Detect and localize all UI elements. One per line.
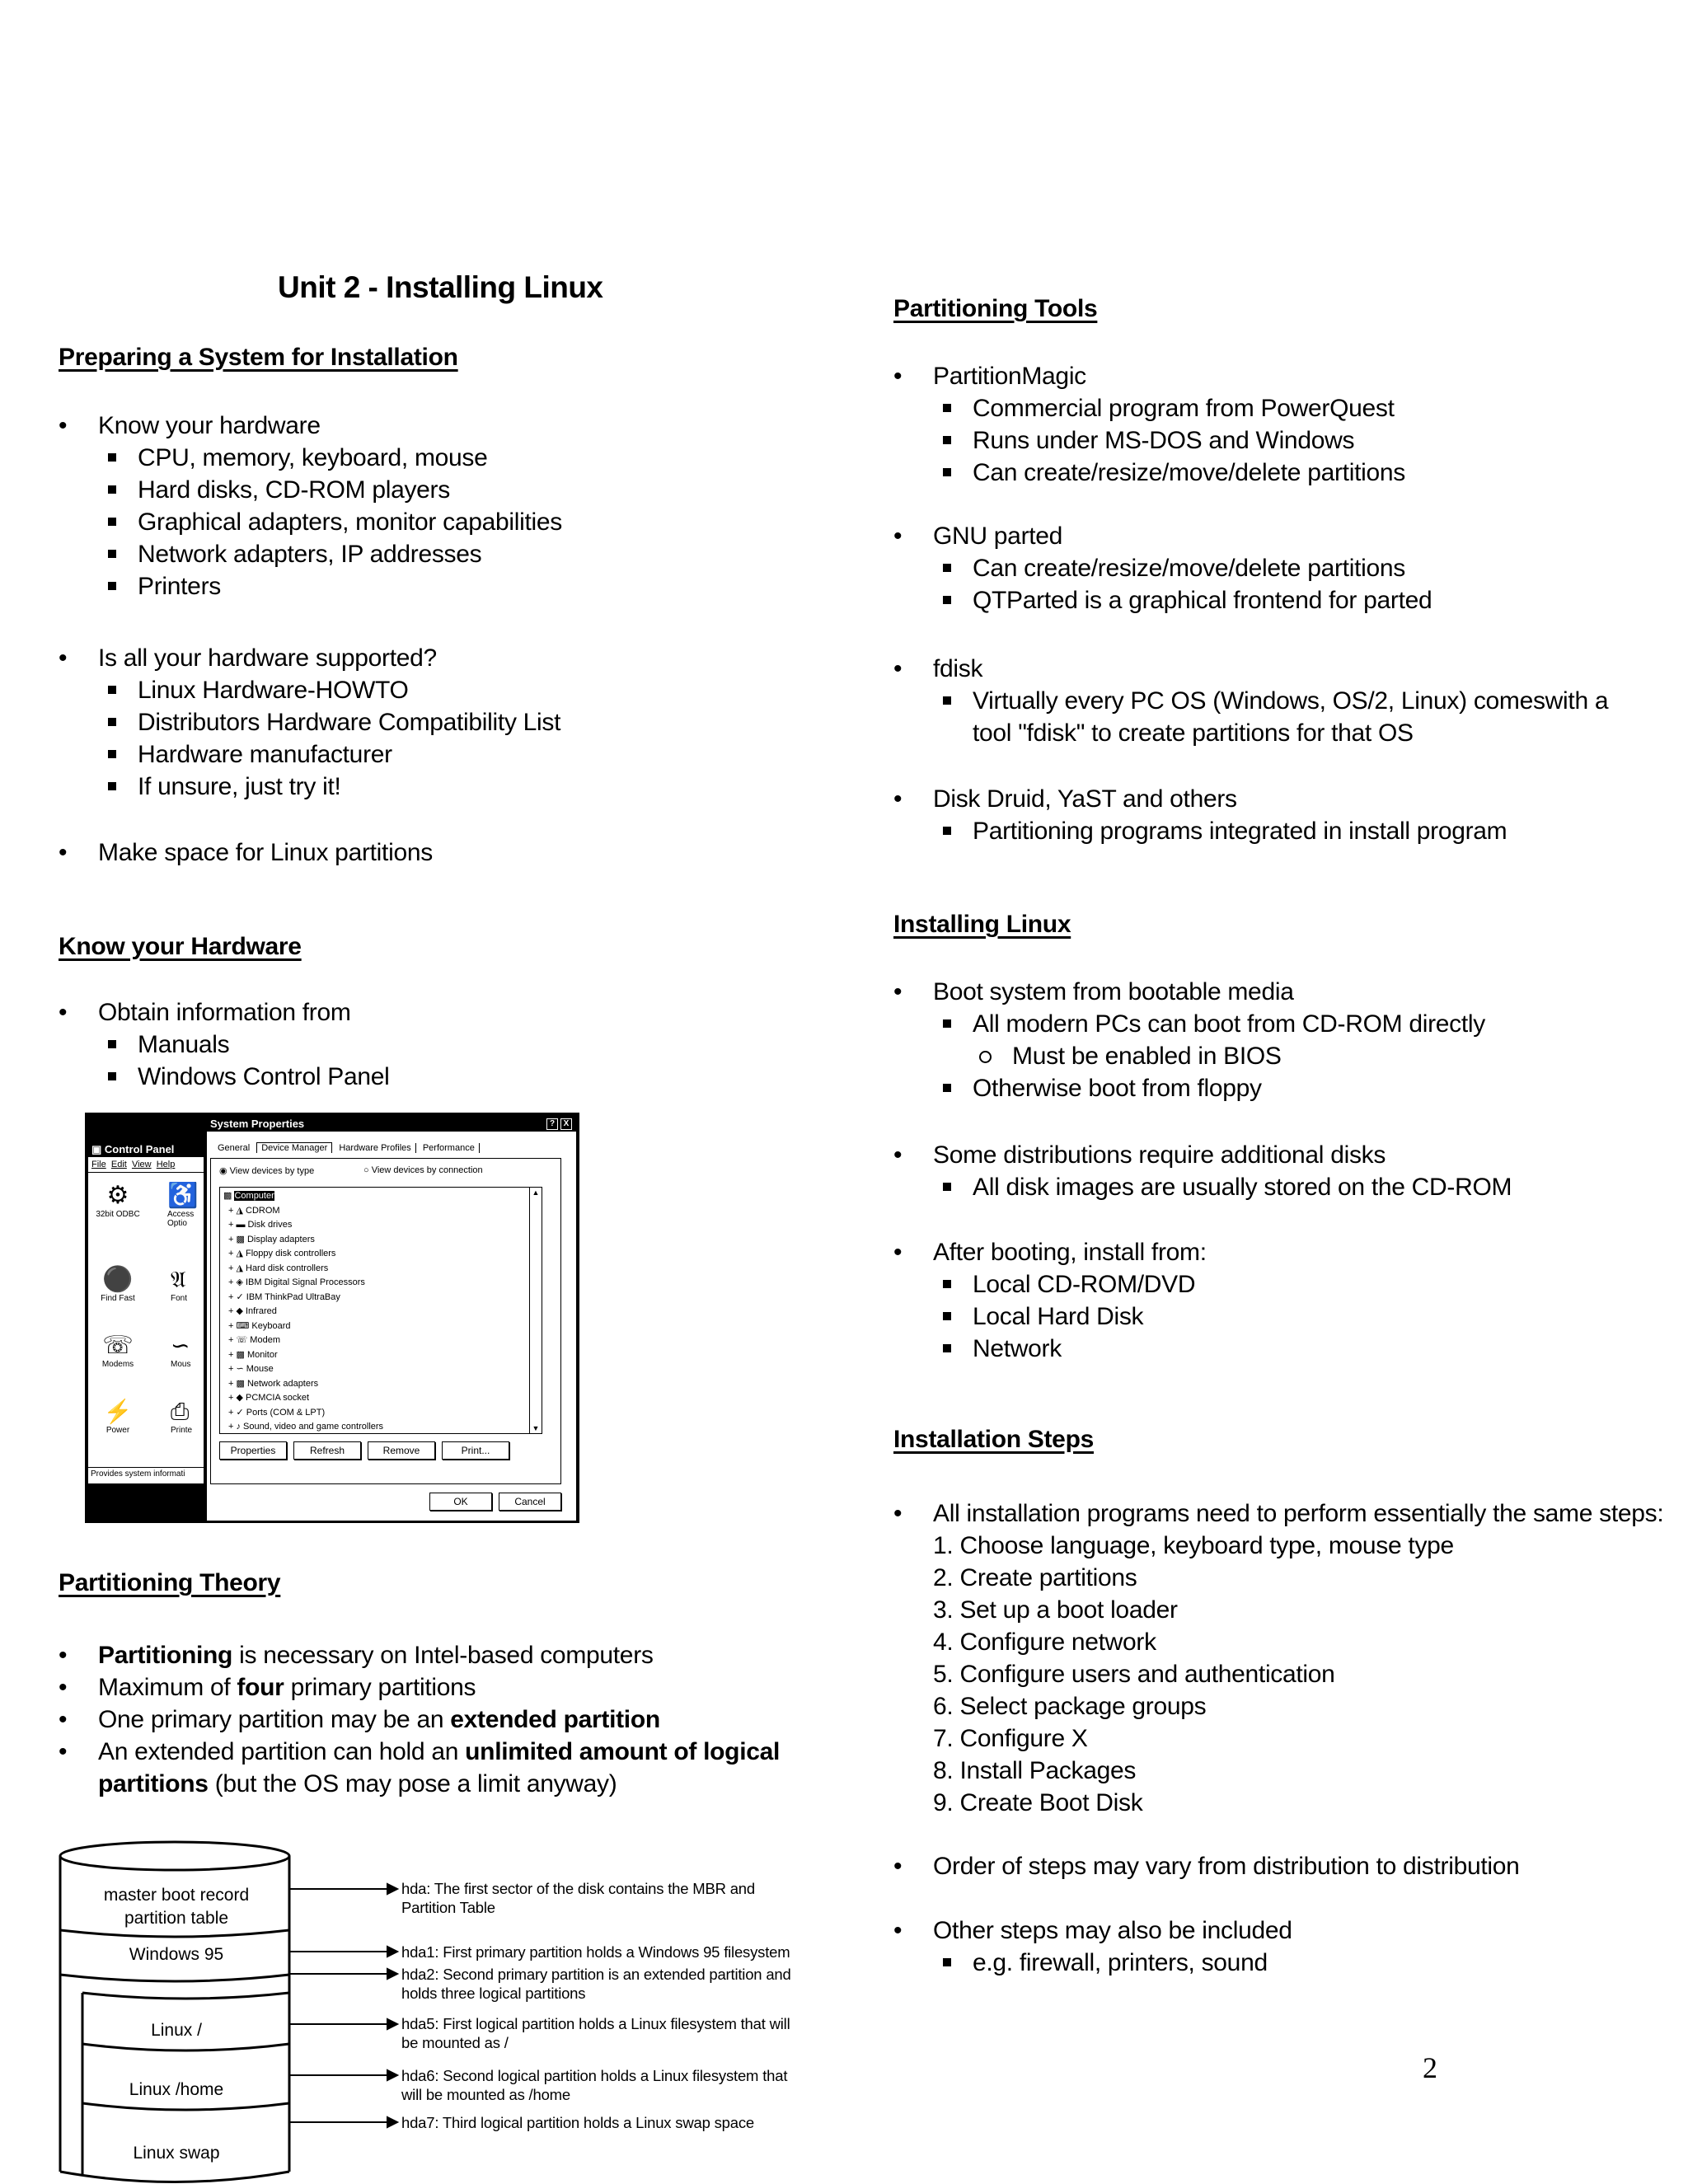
tree-item[interactable]: + ⌨ Keyboard [228,1320,291,1331]
section-heading-partitioning-theory: Partitioning Theory [59,1569,281,1596]
disk-label-linux-root: Linux / [151,2021,202,2040]
disk-bottom-curve [60,2172,289,2182]
numbered-steps [933,1530,1663,1819]
tree-item[interactable]: + ◮ CDROM [228,1205,280,1216]
separator-root [82,2044,289,2050]
section-heading-installing-linux: Installing Linux [893,911,1071,938]
disk-label-linux-home: Linux /home [129,2080,224,2099]
tree-item[interactable]: + ◆ Infrared [228,1306,277,1316]
system-properties-dialog [205,1115,578,1522]
steps-list [893,1497,1663,1819]
radio-unchecked-icon: ○ [363,1165,369,1175]
list-item: • Disk Druid, YaST and others Partitioning programs integrated in install program [893,783,1507,847]
list-item: • Is all your hardware supported? Linux Hardware-HOWTO Distributors Hardware Compatibility List Hardware manufacturer If unsure, just try it! [59,642,560,803]
tree-item[interactable]: + ◈ IBM Digital Signal Processors [228,1277,365,1287]
arrowhead-icon [387,1947,397,1957]
tree-item[interactable]: + ✓ Ports (COM & LPT) [228,1407,326,1418]
list-item: Distributors Hardware Compatibility List [98,706,560,738]
tab-general[interactable]: General [218,1143,251,1153]
list-item: • Maximum of four primary partitions [59,1671,780,1704]
list-item: QTParted is a graphical frontend for parted [933,584,1432,616]
device-list [223,1189,383,1434]
tab-device-manager[interactable]: Device Manager [256,1142,332,1153]
font-icon: 𝔄 [171,1267,186,1292]
steps-order [893,1850,1520,1882]
list-item: • Boot system from bootable media All modern PCs can boot from CD-ROM directly Must be enabled in BIOS Otherwise boot from floppy [893,976,1485,1104]
list-item: Virtually every PC OS (Windows, OS/2, Linux) comeswith a tool "fdisk" to create partitions for that OS [933,685,1615,749]
list-item: Can create/resize/move/delete partitions [933,552,1432,584]
tools-list-3 [893,653,1619,749]
annotation-hda6: hda6: Second logical partition holds a Linux filesystem that will be mounted as /home [401,2067,788,2103]
list-item: Can create/resize/move/delete partitions [933,457,1405,489]
tree-item[interactable]: + ◆ PCMCIA socket [228,1393,310,1403]
separator-win95 [60,1975,289,1981]
list-item: CPU, memory, keyboard, mouse [98,442,562,474]
menu-file[interactable]: File [91,1160,106,1169]
list-item: • Make space for Linux partitions [59,837,433,869]
tools-list-4 [893,783,1507,847]
section-heading-installation-steps: Installation Steps [893,1426,1094,1453]
list-item: • Know your hardware CPU, memory, keyboard, mouse Hard disks, CD-ROM players Graphical adapters, monitor capabilities Network adapters, IP addresses Printers [59,410,562,602]
tree-item[interactable]: + ◮ Floppy disk controllers [228,1249,336,1258]
list-item: Hard disks, CD-ROM players [98,474,562,506]
list-item: Local CD-ROM/DVD [933,1268,1207,1301]
tab-strip [213,1143,480,1153]
disk-top-ellipse [60,1842,289,1870]
step-item: 6. Select package groups [933,1693,1207,1720]
section-heading-partitioning-tools: Partitioning Tools [893,295,1098,322]
menu-help[interactable]: Help [156,1160,176,1169]
preparing-list-3 [59,837,433,869]
control-panel-titlebar: ▣ Control Panel [88,1142,204,1157]
icon-fonts[interactable]: 𝔄 Font [171,1266,204,1303]
folder-icon: ▣ [91,1143,105,1155]
list-item: Must be enabled in BIOS [973,1040,1485,1072]
tab-performance[interactable]: Performance [419,1143,480,1153]
arrowhead-icon [387,1969,397,1979]
list-item: Windows Control Panel [98,1061,390,1093]
arrowhead-icon [387,2019,397,2029]
list-item: • PartitionMagic Commercial program from PowerQuest Runs under MS-DOS and Windows Can create/resize/move/delete partitions [893,360,1405,489]
install-list-2 [893,1139,1512,1203]
phone-icon: ☏ [102,1332,134,1359]
list-item: • Partitioning is necessary on Intel-based computers [59,1639,780,1671]
tab-hardware-profiles[interactable]: Hardware Profiles [335,1143,415,1153]
list-item: • fdisk Virtually every PC OS (Windows, OS/2, Linux) comeswith a tool "fdisk" to create partitions for that OS [893,653,1619,749]
tree-item[interactable]: + ▩ Monitor [228,1349,278,1360]
refresh-button[interactable]: Refresh [293,1441,361,1460]
install-list-3 [893,1236,1207,1365]
system-properties-titlebar: System Properties ? X [207,1117,576,1132]
annotation-hda: hda: The first sector of the disk contains the MBR and Partition Table [401,1880,755,1916]
list-item: Local Hard Disk [933,1301,1207,1333]
remove-button[interactable]: Remove [368,1441,435,1460]
properties-button[interactable]: Properties [219,1441,287,1460]
list-item: e.g. firewall, printers, sound [933,1947,1292,1979]
tools-list-2 [893,520,1432,616]
know-hardware-list [59,996,390,1093]
icon-access[interactable]: ♿ Access Optio [167,1182,204,1228]
menu-bar [88,1157,204,1173]
tree-item[interactable]: + ☏ Modem [228,1335,280,1345]
help-icon[interactable]: ? [546,1118,558,1130]
printer-icon: ⎙ [171,1399,190,1424]
radio-by-type[interactable]: ◉ View devices by type [219,1166,315,1176]
theory-list [59,1639,780,1800]
step-item: 9. Create Boot Disk [933,1789,1143,1816]
preparing-list [59,410,562,602]
device-tree[interactable] [219,1187,542,1434]
scroll-down-icon[interactable]: ▼ [532,1424,540,1432]
annotation-hda5: hda5: First logical partition holds a Linux filesystem that will be mounted as / [401,2015,790,2051]
annotation-hda1: hda1: First primary partition holds a Windows 95 filesystem [401,1943,790,1961]
wheelchair-icon: ♿ [167,1182,199,1209]
list-item: Graphical adapters, monitor capabilities [98,506,562,538]
scrollbar[interactable] [529,1188,542,1433]
menu-view[interactable]: View [131,1160,152,1169]
list-item: • GNU parted Can create/resize/move/delete partitions QTParted is a graphical frontend for parted [893,520,1432,616]
radio-by-connection[interactable]: ○ View devices by connection [363,1165,483,1175]
list-item: Runs under MS-DOS and Windows [933,424,1405,457]
arrowhead-icon [387,2070,397,2080]
list-item: • Obtain information from Manuals Windows Control Panel [59,996,390,1093]
list-item: Network adapters, IP addresses [98,538,562,570]
print-button[interactable]: Print... [442,1441,509,1460]
step-item: 2. Create partitions [933,1564,1137,1591]
close-icon[interactable]: X [560,1118,572,1130]
list-item: All disk images are usually stored on the CD-ROM [933,1171,1512,1203]
list-item: Manuals [98,1029,390,1061]
list-item: Network [933,1333,1207,1365]
extended-top [82,1993,289,1999]
page-title: Unit 2 - Installing Linux [278,270,603,304]
section-heading-preparing: Preparing a System for Installation [59,344,458,371]
icon-find-fast[interactable]: ⚫ Find Fast [93,1266,143,1303]
tab-panel [210,1158,561,1484]
list-item: • Order of steps may vary from distribution to distribution [893,1850,1520,1882]
list-item: • After booting, install from: Local CD-ROM/DVD Local Hard Disk Network [893,1236,1207,1365]
tree-item[interactable]: + ▩ Network adapters [228,1378,319,1389]
list-item: Printers [98,570,562,602]
icon-power[interactable]: ⚡ Power [93,1398,143,1435]
computer-icon: ▩ [223,1191,232,1201]
disk-label-linux-swap: Linux swap [133,2144,220,2163]
list-item: • An extended partition can hold an unlimited amount of logical partitions (but the OS may pose a limit anyway) [59,1736,780,1800]
list-item: • Other steps may also be included e.g. firewall, printers, sound [893,1915,1292,1979]
preparing-list-2 [59,642,560,803]
icon-modems[interactable]: ☏ Modems [93,1332,143,1369]
radio-checked-icon: ◉ [219,1166,227,1176]
list-item: Hardware manufacturer [98,738,560,771]
tree-item-computer[interactable]: ▩ Computer [223,1191,274,1201]
annotation-hda2: hda2: Second primary partition is an extended partition and holds three logical partitions [401,1966,791,2002]
list-item: Linux Hardware-HOWTO [98,674,560,706]
steps-other [893,1915,1292,1979]
control-panel-screenshot [85,1113,579,1523]
tree-item[interactable]: + ✓ IBM ThinkPad UltraBay [228,1291,340,1302]
step-item: 8. Install Packages [933,1757,1137,1784]
ok-button[interactable]: OK [429,1493,492,1511]
step-item: 3. Set up a boot loader [933,1596,1178,1624]
tree-item[interactable]: + ◮ Hard disk controllers [228,1263,329,1273]
tree-item[interactable]: + ♪ Sound, video and game controllers [228,1422,384,1432]
icon-odbc[interactable]: ⚙ 32bit ODBC [93,1182,143,1219]
disk-label-win95: Windows 95 [129,1945,224,1964]
binoculars-icon: ⚫ [102,1266,134,1293]
arrowhead-icon [387,1884,397,1894]
control-panel-window [88,1142,204,1483]
icon-printers[interactable]: ⎙ Printe [171,1398,204,1435]
list-item: If unsure, just try it! [98,771,560,803]
arrowhead-icon [387,2117,397,2127]
icon-mouse[interactable]: ∽ Mous [171,1332,204,1369]
page-number: 2 [1423,2051,1437,2084]
step-item: 1. Choose language, keyboard type, mouse type [933,1532,1454,1559]
step-item: 5. Configure users and authentication [933,1661,1335,1688]
tree-item[interactable]: + ∽ Mouse [228,1364,274,1374]
menu-edit[interactable]: Edit [110,1160,127,1169]
mouse-icon: ∽ [171,1333,190,1358]
list-item: • One primary partition may be an extended partition [59,1704,780,1736]
separator-home [82,2103,289,2110]
cancel-button[interactable]: Cancel [499,1493,561,1511]
step-item: 4. Configure network [933,1629,1156,1656]
list-item: Commercial program from PowerQuest [933,392,1405,424]
scroll-up-icon[interactable]: ▲ [532,1188,540,1197]
list-item: Otherwise boot from floppy [933,1072,1485,1104]
list-item: Partitioning programs integrated in install program [933,815,1507,847]
tools-list-1 [893,360,1405,489]
install-list-1 [893,976,1485,1104]
plug-icon: ⚡ [103,1399,133,1424]
list-item: • All installation programs need to perform essentially the same steps: 1. Choose language, keyboard type, mouse type 2. Create partitions 3. Set up a boot loader 4. Configure network 5. Configure users and authentication 6. Select package groups 7. Configure X 8. Install Packages 9. Create Boot Disk [893,1497,1663,1819]
odbc-icon: ⚙ [106,1182,129,1209]
annotation-hda7: hda7: Third logical partition holds a Linux swap space [401,2114,754,2131]
step-item: 7. Configure X [933,1725,1088,1752]
tree-item[interactable]: + ▩ Display adapters [228,1234,315,1244]
separator-mbr [60,1930,289,1937]
tree-item[interactable]: + ▬ Disk drives [228,1220,293,1230]
section-heading-know-hardware: Know your Hardware [59,933,302,960]
disk-label-mbr: master boot record partition table [103,1886,250,1928]
list-item: All modern PCs can boot from CD-ROM directly Must be enabled in BIOS [933,1008,1485,1072]
list-item: • Some distributions require additional disks All disk images are usually stored on the CD-ROM [893,1139,1512,1203]
status-bar: Provides system informati [88,1467,209,1480]
